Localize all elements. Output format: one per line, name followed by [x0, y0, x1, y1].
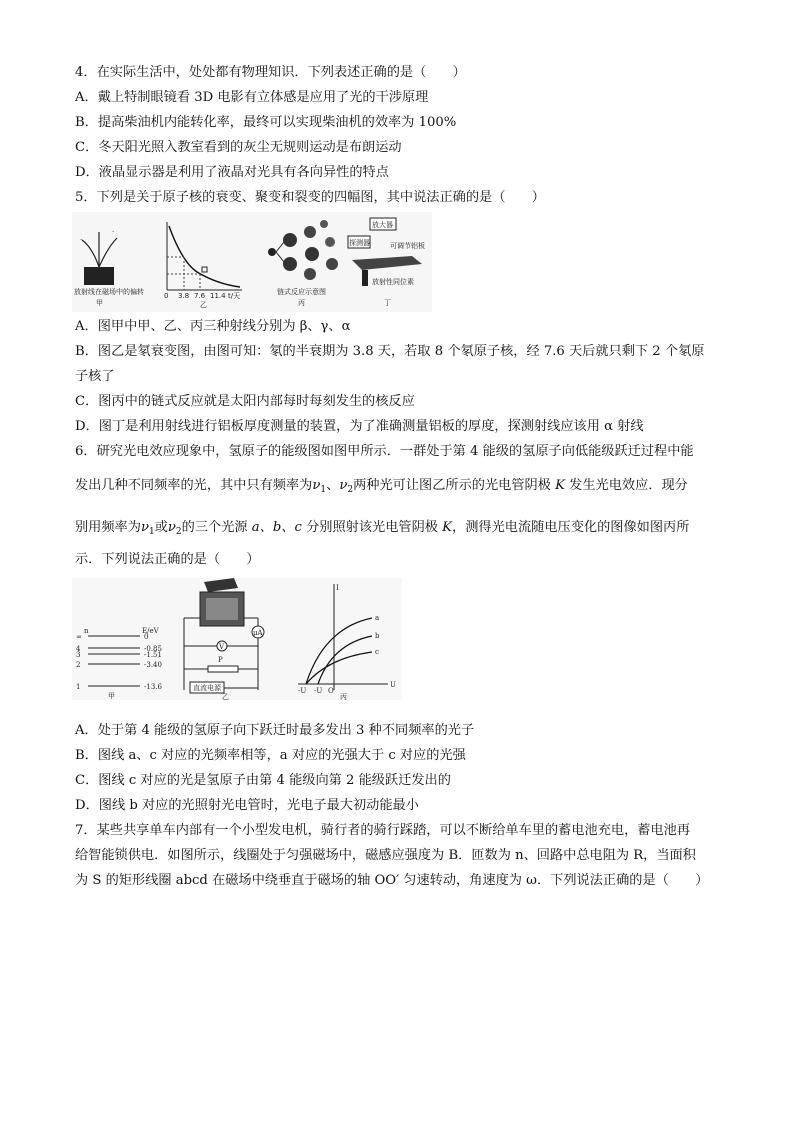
voltmeter-label: V: [219, 643, 225, 651]
q6-stem-line3: [75, 519, 689, 541]
fig-yi-tick-0: 0: [164, 292, 169, 300]
q4-option-c: C．冬天阳光照入教室看到的灰尘无规则运动是布朗运动: [75, 140, 402, 155]
q4-option-b: B．提高柴油机内能转化率，最终可以实现柴油机的效率为 100%: [75, 115, 457, 130]
q6-figure: [72, 578, 402, 700]
slider-p-label: P: [218, 656, 223, 664]
fig-ding-box1: 放大器: [372, 221, 393, 229]
fig-jia-label: 甲: [96, 299, 103, 307]
fig-ding-box2: 探测器: [349, 239, 370, 247]
nu1-subscript: 1: [320, 485, 327, 495]
q6-option-c: C．图线 c 对应的光是氢原子由第 4 能级向第 2 能级跃迁发出的: [75, 773, 451, 788]
q5-stem: 5．下列是关于原子核的衰变、聚变和裂变的四幅图，其中说法正确的是（ ）: [75, 190, 545, 205]
uc-label-1: -U: [298, 687, 307, 695]
fig-yi-tick-2: 7.6: [194, 292, 206, 300]
q6-stem2-sep: 、: [326, 478, 340, 493]
q5-option-a: A．图甲中甲、乙、丙三种射线分别为 β、γ、α: [75, 319, 351, 334]
level-3-n: 3: [76, 651, 81, 659]
uc-label-2: -U: [314, 687, 323, 695]
origin-label: O: [328, 687, 334, 695]
q4-stem: 4．在实际生活中，处处都有物理知识．下列表述正确的是（ ）: [75, 65, 466, 80]
q6-stem-line2: [75, 477, 688, 499]
fig-ding-box3: 放射性同位素: [372, 278, 414, 286]
q4-option-d: D．液晶显示器是利用了液晶对光具有各向异性的特点: [75, 165, 389, 180]
fig-bing-label-q6: 丙: [340, 693, 347, 700]
fig-ding-box4: 可调节铝板: [390, 242, 425, 250]
nu2-symbol-b: ν: [167, 520, 176, 535]
q5-figure: [72, 212, 432, 312]
q6-stem2-text-c: 两种光可让图乙所示的光电管阴极: [353, 478, 551, 493]
q6-option-a: A．处于第 4 能级的氢原子向下跃迁时最多发出 3 种不同频率的光子: [75, 723, 475, 738]
level-4-n: 4: [76, 645, 81, 653]
nu1-symbol: ν: [312, 478, 321, 493]
q6-stem3-or: 或: [154, 520, 168, 535]
q7-line2: 给智能锁供电．如图所示，线圈处于匀强磁场中，磁感应强度为 B．匝数为 n、回路中总电阻为 R，当面积: [75, 848, 696, 863]
level-4-e: -0.85: [144, 645, 162, 653]
level-e-label: E/eV: [142, 627, 159, 635]
q5-option-b-line2: 子核了: [75, 369, 115, 384]
fig-yi-label-q6: 乙: [222, 693, 229, 700]
dc-power-label: 直流电源: [193, 684, 221, 692]
level-1-n: 1: [76, 683, 81, 691]
level-2-e: -3.40: [144, 661, 162, 669]
svg-text:·: ·: [80, 236, 83, 244]
nu1-subscript-b: 1: [148, 527, 155, 537]
fig-ding-label: 丁: [384, 299, 391, 307]
q6-option-b: B．图线 a、c 对应的光频率相等，a 对应的光强大于 c 对应的光强: [75, 748, 466, 763]
q4-option-a: A．戴上特制眼镜看 3D 电影有立体感是应用了光的干涉原理: [75, 90, 429, 105]
q6-stem3-text-g: ，测得光电流随电压变化的图像如图丙所: [452, 520, 690, 535]
fig-yi-label: 乙: [200, 301, 207, 309]
fig-bing-caption: 链式反应示意图: [277, 288, 326, 296]
fig-yi-tick-3: 11.4: [210, 292, 226, 300]
level-1-e: -13.6: [144, 683, 162, 691]
fig-bing-label: 丙: [298, 299, 305, 307]
q5-option-c: C．图丙中的链式反应就是太阳内部每时每刻发生的核反应: [75, 394, 415, 409]
level-3-e: -1.51: [144, 651, 162, 659]
q6-stem3-text-a: 别用频率为: [75, 520, 141, 535]
q5-option-d: D．图丁是利用射线进行铝板厚度测量的装置，为了准确测量铝板的厚度，探测射线应该用 α 射线: [75, 419, 644, 434]
curve-b-label: b: [375, 632, 380, 640]
level-inf-n: ∞: [76, 633, 82, 641]
q7-line3: 为 S 的矩形线圈 abcd 在磁场中绕垂直于磁场的轴 OO′ 匀速转动，角速度为 ω．下列说法正确的是（ ）: [75, 873, 709, 888]
axis-u-label: U: [390, 681, 396, 689]
svg-text:·: ·: [112, 228, 115, 236]
q6-stem-line1: 6．研究光电效应现象中，氢原子的能级图如图甲所示．一群处于第 4 能级的氢原子向低能级跃迁过程中能: [75, 444, 694, 459]
level-2-n: 2: [76, 661, 81, 669]
fig-yi-tick-4: t/天: [228, 292, 241, 300]
level-n-label: n: [84, 627, 89, 635]
q6-stem3-text-c: 的三个光源: [181, 520, 248, 535]
nu2-subscript-b: 2: [175, 527, 182, 537]
q7-line1: 7．某些共享单车内部有一个小型发电机，骑行者的骑行踩踏，可以不断给单车里的蓄电池充电，蓄电池再: [75, 823, 691, 838]
nu1-symbol-b: ν: [140, 520, 149, 535]
cathode-k-b: K: [442, 520, 453, 535]
ammeter-label: μA: [253, 629, 263, 637]
fig-jia-label-q6: 甲: [108, 692, 115, 700]
light-sources-abc: a、b、c: [251, 520, 302, 535]
q6-stem2-text-a: 发出几种不同频率的光，其中只有频率为: [75, 478, 313, 493]
q6-stem2-text-e: 发生光电效应．现分: [569, 478, 688, 493]
nu2-subscript: 2: [347, 485, 354, 495]
q6-stem3-text-e: 分别照射该光电管阴极: [306, 520, 438, 535]
curve-a-label: a: [375, 614, 380, 622]
fig-jia-caption: 放射线在磁场中的偏转: [74, 288, 144, 296]
curve-c-label: c: [375, 648, 379, 656]
level-inf-e: 0: [144, 633, 149, 641]
q6-stem-line4: 示．下列说法正确的是（ ）: [75, 552, 260, 567]
axis-i-label: I: [336, 584, 339, 592]
q6-option-d: D．图线 b 对应的光照射光电管时，光电子最大初动能最小: [75, 798, 419, 813]
q5-option-b-line1: B．图乙是氡衰变图，由图可知：氡的半衰期为 3.8 天，若取 8 个氡原子核，经 7.6 天后就只剩下 2 个氡原: [75, 344, 705, 359]
fig-yi-tick-1: 3.8: [178, 292, 190, 300]
cathode-k: K: [555, 478, 565, 493]
nu2-symbol: ν: [339, 478, 348, 493]
